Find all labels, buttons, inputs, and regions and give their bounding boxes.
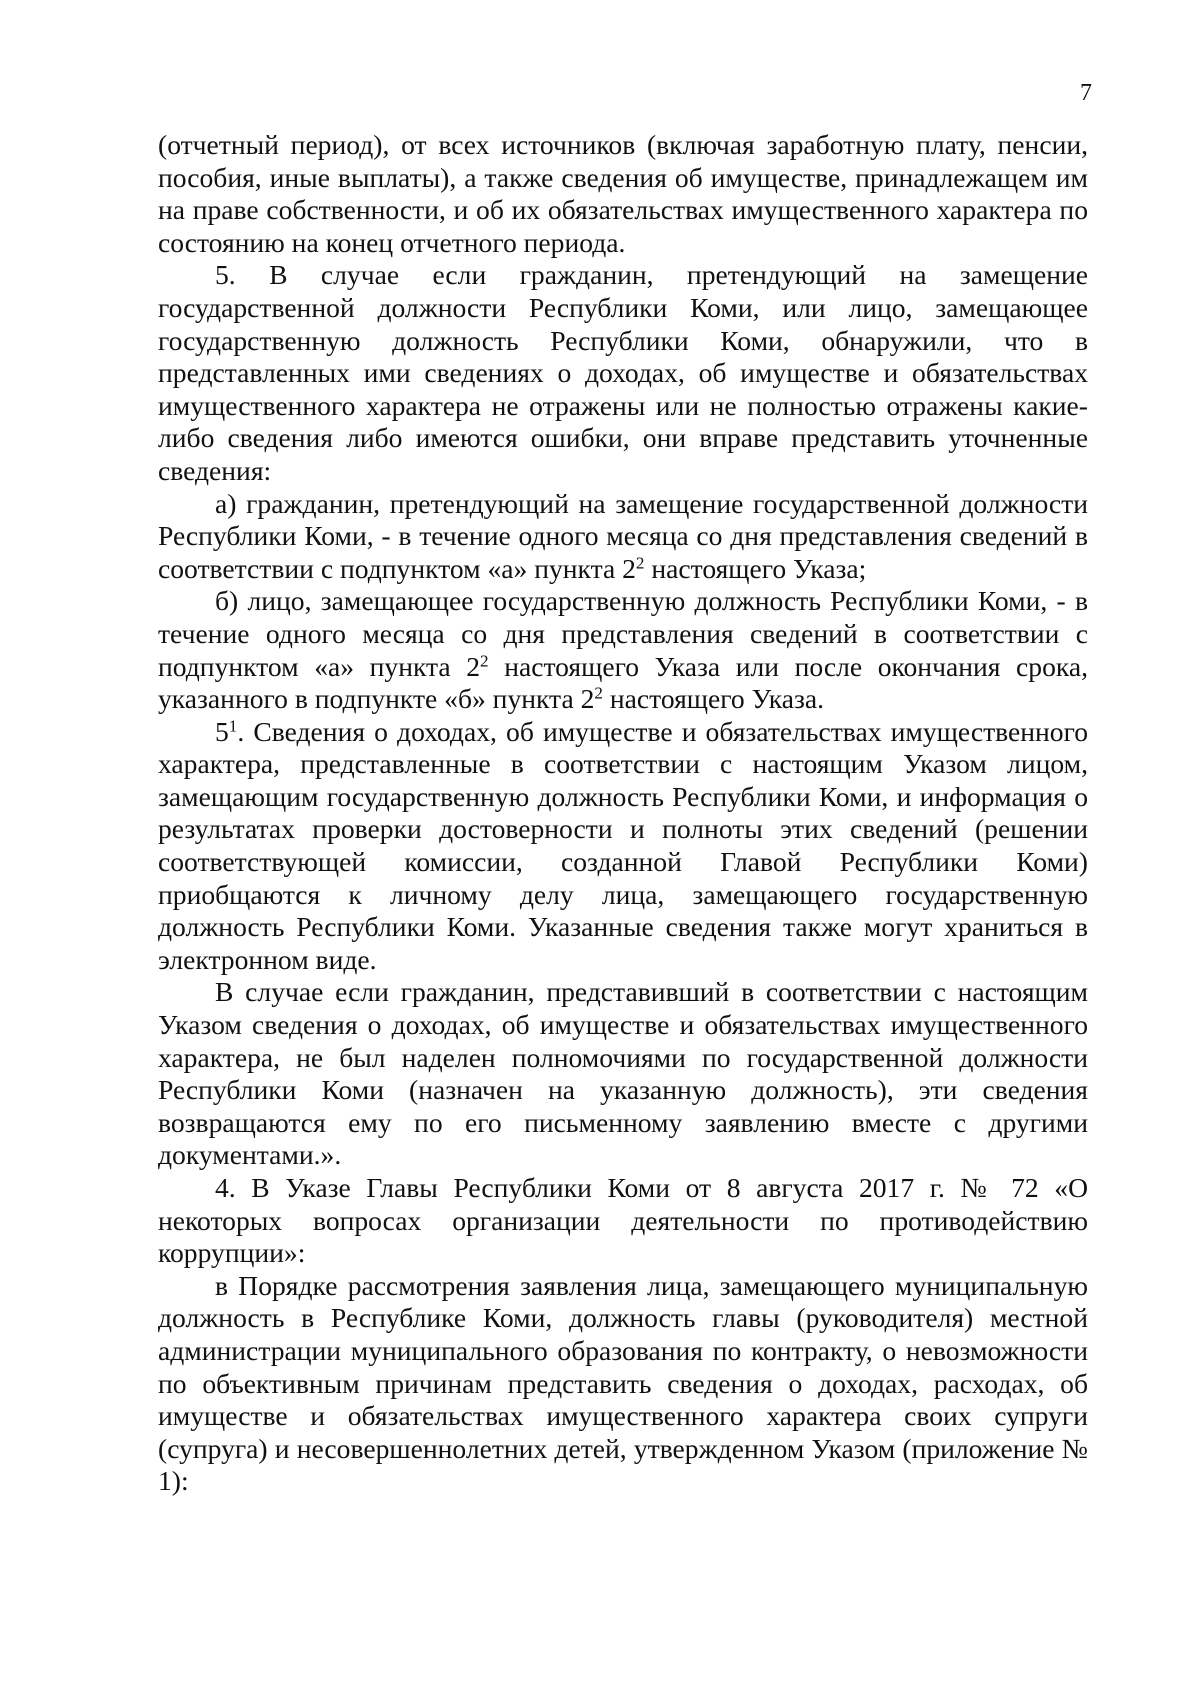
paragraph-item-4: 4. В Указе Главы Республики Коми от 8 августа 2017 г. № 72 «О некоторых вопросах организации деятельности по противодействию коррупции»: xyxy=(158,1172,1088,1269)
subitem-a-text: а) гражданин, претендующий на замещение государственной должности Республики Коми, - в течение одного месяца со дня представления сведений в соответствии с подпунктом «а» пункта 2 xyxy=(158,487,1088,584)
subitem-b-text: б) лицо, замещающее государственную должность Республики Коми, - в течение одного месяца со дня представления сведений в соответствии с подпунктом «а» пункта 2 xyxy=(158,585,1088,682)
subitem-b-text-end: настоящего Указа. xyxy=(602,683,825,715)
paragraph-return-of-information: В случае если гражданин, представивший в соответствии с настоящим Указом сведения о доходах, об имуществе и обязательствах имущественного характера, не был наделен полномочиями по государственной должности Республики Коми (назначен на указанную должность), эти сведения возвращаются ему по его письменному заявлению вместе с другими документами.». xyxy=(158,976,1088,1171)
page-number: 7 xyxy=(1080,80,1092,106)
paragraph-item-5: 5. В случае если гражданин, претендующий на замещение государственной должности Республики Коми, или лицо, замещающее государственную должность Республики Коми, обнаружили, что в представленных ими сведениях о доходах, об имуществе и обязательствах имущественного характера не отражены или не полностью отражены какие-либо сведения либо имеются ошибки, они вправе представить уточненные сведения: xyxy=(158,259,1088,486)
item-number: 5 xyxy=(215,715,229,747)
item-5-1-text: . Сведения о доходах, об имуществе и обязательствах имущественного характера, представленные в соответствии с настоящим Указом лицом, замещающим государственную должность Республики Коми, и информация о результатах проверки достоверности и полноты этих сведений (решении соответствующей комиссии, созданной Главой Республики Коми) приобщаются к личному делу лица, замещающего государственную должность Республики Коми. Указанные сведения также могут храниться в электронном виде. xyxy=(158,715,1088,975)
paragraph-reporting-period: (отчетный период), от всех источников (включая заработную плату, пенсии, пособия, иные выплаты), а также сведения об имуществе, принадлежащем им на праве собственности, и об их обязательствах имущественного характера по состоянию на конец отчетного периода. xyxy=(158,129,1088,258)
paragraph-subitem-a xyxy=(158,488,1088,586)
superscript: 1 xyxy=(228,716,238,736)
subitem-b-text-mid: настоящего Указа или после окончания срока, указанного в подпункте «б» пункта 2 xyxy=(158,650,1088,715)
superscript: 2 xyxy=(635,553,645,573)
superscript: 2 xyxy=(480,651,489,671)
paragraph-item-5-1 xyxy=(158,716,1088,977)
document-body xyxy=(158,129,1088,1498)
superscript: 2 xyxy=(594,683,603,703)
subitem-a-text-end: настоящего Указа; xyxy=(644,552,867,584)
paragraph-subitem-b xyxy=(158,585,1088,715)
paragraph-procedure: в Порядке рассмотрения заявления лица, замещающего муниципальную должность в Республике Коми, должность главы (руководителя) местной администрации муниципального образования по контракту, о невозможности по объективным причинам представить сведения о доходах, расходах, об имуществе и обязательствах имущественного характера своих супруги (супруга) и несовершеннолетних детей, утвержденном Указом (приложение № 1): xyxy=(158,1269,1088,1497)
